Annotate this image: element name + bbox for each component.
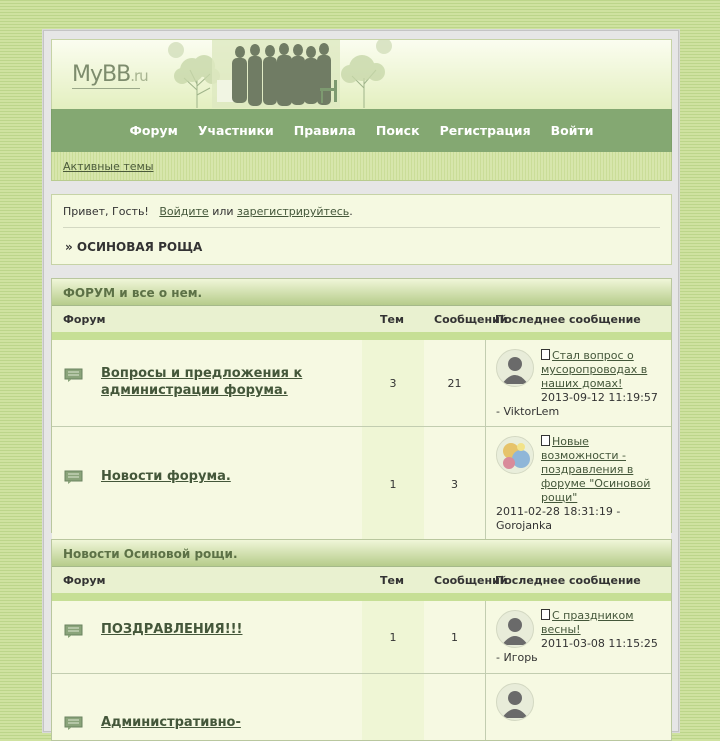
last-post-link[interactable]: Новые возможности - поздравления в форуме "Осиновой рощи" (541, 435, 651, 504)
forum-row (52, 674, 671, 741)
nav-rules[interactable]: Правила (293, 123, 356, 138)
forum-status-icon (64, 716, 83, 731)
avatar[interactable] (496, 683, 534, 721)
register-link[interactable]: зарегистрируйтесь (237, 205, 350, 218)
active-topics-link[interactable]: Активные темы (63, 160, 154, 173)
or-text: или (212, 205, 234, 218)
forum-row (52, 427, 671, 540)
posts-count: 1 (451, 631, 458, 644)
last-post-author[interactable]: - Игорь (496, 651, 538, 664)
avatar[interactable] (496, 610, 534, 648)
topics-count: 1 (389, 478, 397, 491)
forum-status-icon (64, 624, 83, 639)
banner-illustration-icon (52, 40, 671, 110)
page-wrapper (43, 30, 679, 732)
nav-search[interactable]: Поиск (375, 123, 420, 138)
col-topics: Тем (380, 574, 404, 587)
nav-forum[interactable]: Форум (129, 123, 178, 138)
last-post-author[interactable]: - ViktorLem (496, 405, 560, 418)
avatar[interactable] (496, 349, 534, 387)
category-news (51, 539, 672, 741)
col-forum: Форум (63, 313, 106, 326)
forum-title-link[interactable]: Новости форума. (101, 469, 231, 484)
breadcrumb[interactable]: » ОСИНОВАЯ РОЩА (65, 240, 203, 254)
forum-title-link[interactable]: Административно- (101, 715, 241, 730)
col-posts: Сообщений (434, 313, 508, 326)
welcome-line: Привет, Гость! Войдите или зарегистрируйтесь. (63, 205, 353, 218)
forum-row (52, 340, 671, 427)
category-header (52, 540, 671, 567)
col-last: Последнее сообщение (495, 574, 641, 587)
posts-count: 21 (447, 377, 462, 390)
sub-navigation (51, 152, 672, 181)
forum-status-icon (64, 368, 83, 383)
category-forum (51, 278, 672, 533)
last-post-link[interactable]: Стал вопрос о мусоропроводах в наших домах! (541, 349, 648, 390)
login-link[interactable]: Войдите (159, 205, 209, 218)
header-banner (51, 39, 672, 111)
document-icon (541, 349, 550, 360)
last-post-date: 2011-02-28 18:31:19 - (496, 505, 621, 518)
col-posts: Сообщений (434, 574, 508, 587)
divider (63, 227, 660, 228)
category-title[interactable]: ФОРУМ и все о нем. (63, 286, 203, 300)
last-post-date: 2011-03-08 11:15:25 (541, 637, 658, 650)
nav-login[interactable]: Войти (550, 123, 594, 138)
forum-title-link[interactable]: ПОЗДРАВЛЕНИЯ!!! (101, 622, 243, 637)
last-post-author[interactable]: Gorojanka (496, 519, 552, 532)
col-forum: Форум (63, 574, 106, 587)
col-topics: Тем (380, 313, 404, 326)
table-header (52, 306, 671, 340)
logo[interactable]: MyBB.ru (72, 62, 148, 87)
nav-members[interactable]: Участники (197, 123, 274, 138)
welcome-box (51, 194, 672, 265)
forum-row (52, 601, 671, 674)
table-header (52, 567, 671, 601)
document-icon (541, 609, 550, 620)
col-last: Последнее сообщение (495, 313, 641, 326)
avatar[interactable] (496, 436, 534, 474)
greeting-text: Привет, Гость! (63, 205, 149, 218)
last-post-link[interactable]: С праздником весны! (541, 609, 634, 636)
posts-count: 3 (451, 478, 458, 491)
topics-count: 1 (389, 631, 397, 644)
forum-title-link[interactable]: Вопросы и предложения к администрации форума. (101, 366, 303, 398)
category-title[interactable]: Новости Осиновой рощи. (63, 547, 238, 561)
forum-status-icon (64, 470, 83, 485)
nav-register[interactable]: Регистрация (439, 123, 531, 138)
topics-count: 3 (389, 377, 397, 390)
main-navigation (51, 109, 672, 152)
category-header (52, 279, 671, 306)
last-post-date: 2013-09-12 11:19:57 (541, 391, 658, 404)
document-icon (541, 435, 550, 446)
